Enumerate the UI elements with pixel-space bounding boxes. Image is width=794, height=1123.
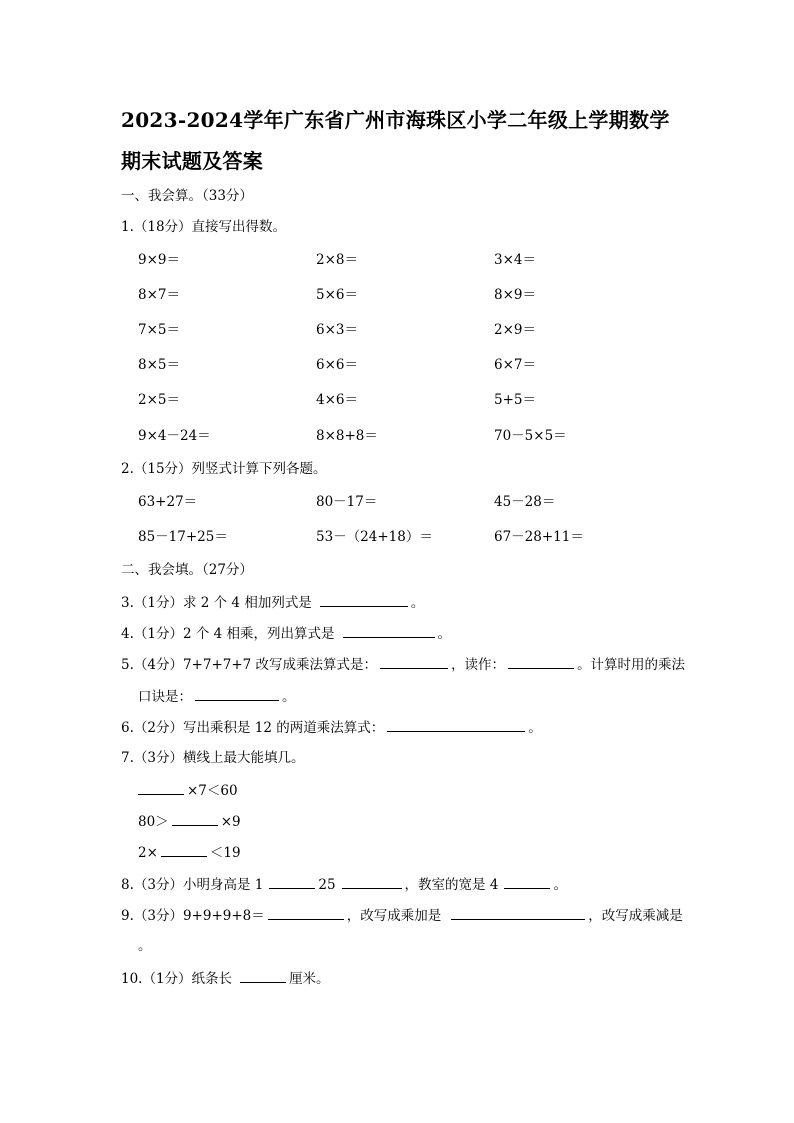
q6-end: 。 — [528, 720, 542, 736]
q5-answer-blank-3[interactable] — [195, 686, 279, 701]
q9-text-c: ，改写成乘减是 — [588, 908, 683, 924]
q1-problem: 5×6＝ — [316, 287, 358, 303]
q2-problem: 67－28+11＝ — [494, 529, 584, 545]
q6-answer-blank[interactable] — [387, 717, 525, 732]
q5-text-c: 。计算时用的乘法 — [577, 657, 686, 673]
q10-text: 10.（1分）纸条长 — [121, 971, 233, 987]
q10-end: 厘米。 — [289, 971, 330, 987]
section1-heading: 一、我会算。（33分） — [121, 188, 253, 204]
q4 — [121, 623, 451, 644]
q5-answer-blank-1[interactable] — [380, 654, 448, 669]
q3-text: 3.（1分）求 2 个 4 相加列式是 — [121, 595, 312, 611]
q4-answer-blank[interactable] — [343, 623, 435, 638]
q9-answer-blank-1[interactable] — [268, 905, 344, 920]
q10 — [121, 968, 330, 989]
q2-problem: 85－17+25＝ — [138, 529, 228, 545]
section2-heading: 二、我会填。（27分） — [121, 562, 253, 578]
q1-problem: 9×4－24＝ — [138, 428, 211, 444]
q8-answer-blank-2[interactable] — [342, 874, 402, 889]
q1-problem: 7×5＝ — [138, 322, 180, 338]
q7-label: 7.（3分）横线上最大能填几。 — [121, 750, 305, 766]
q6-text: 6.（2分）写出乘积是 12 的两道乘法算式： — [121, 720, 385, 736]
q3 — [121, 592, 424, 613]
q8-text-b: 25 — [318, 877, 336, 893]
document-title-line1: 2023-2024学年广东省广州市海珠区小学二年级上学期数学 — [121, 108, 670, 132]
q3-answer-blank[interactable] — [320, 592, 408, 607]
q2-problem: 53－（24+18）＝ — [316, 529, 433, 545]
q2-problem: 63+27＝ — [138, 494, 198, 510]
q5-answer-blank-2[interactable] — [508, 654, 574, 669]
q1-problem: 6×3＝ — [316, 322, 358, 338]
q8-text-d: 。 — [553, 877, 567, 893]
q9-text-d: 。 — [138, 938, 152, 954]
q1-problem: 2×5＝ — [138, 392, 180, 408]
q7-item-3-text-b: ＜19 — [209, 845, 241, 861]
q3-end: 。 — [410, 595, 425, 611]
q1-problem: 9×9＝ — [138, 252, 180, 268]
q1-problem: 8×5＝ — [138, 357, 180, 373]
q2-problem: 45－28＝ — [494, 494, 556, 510]
q7-item-3 — [138, 842, 241, 863]
q1-problem: 8×7＝ — [138, 287, 180, 303]
q9-answer-blank-2[interactable] — [451, 905, 585, 920]
q5-line2 — [138, 686, 296, 707]
q5-line1 — [121, 654, 685, 675]
q1-problem: 6×7＝ — [494, 357, 536, 373]
q2-label: 2.（15分）列竖式计算下列各题。 — [121, 461, 327, 477]
q1-problem: 4×6＝ — [316, 392, 358, 408]
q1-problem: 70－5×5＝ — [494, 428, 567, 444]
q8-answer-blank-1[interactable] — [269, 874, 315, 889]
q7-item-2-text-b: ×9 — [220, 814, 241, 830]
q7-answer-blank-3[interactable] — [161, 842, 207, 857]
q7-answer-blank-2[interactable] — [172, 811, 218, 826]
q8-text-c: ，教室的宽是 4 — [404, 877, 499, 893]
q9-line2 — [138, 936, 152, 956]
q7-item-3-text-a: 2× — [138, 845, 158, 861]
q8-answer-blank-3[interactable] — [504, 874, 550, 889]
q1-problem: 5+5＝ — [494, 392, 536, 408]
q1-label: 1.（18分）直接写出得数。 — [121, 219, 287, 235]
q1-problem: 8×8+8＝ — [316, 428, 378, 444]
q6 — [121, 717, 542, 738]
q5-text-e: 。 — [282, 689, 296, 705]
q1-problem: 2×9＝ — [494, 322, 536, 338]
q4-end: 。 — [437, 626, 452, 642]
document-title-line2: 期末试题及答案 — [121, 149, 264, 173]
q9-line1 — [121, 905, 683, 926]
q1-problem: 2×8＝ — [316, 252, 358, 268]
q7-item-2-text-a: 80＞ — [138, 814, 169, 830]
q8-text-a: 8.（3分）小明身高是 1 — [121, 877, 264, 893]
q10-answer-blank[interactable] — [240, 968, 286, 983]
q4-text: 4.（1分）2 个 4 相乘，列出算式是 — [121, 626, 335, 642]
q7-item-1-text: ×7＜60 — [187, 783, 238, 799]
q1-problem: 3×4＝ — [494, 252, 536, 268]
q2-problem: 80－17＝ — [316, 494, 378, 510]
q7-item-1 — [138, 780, 238, 801]
q1-problem: 8×9＝ — [494, 287, 536, 303]
q7-item-2 — [138, 811, 241, 832]
q5-text-d: 口诀是： — [138, 689, 192, 705]
q1-problem: 6×6＝ — [316, 357, 358, 373]
q7-answer-blank-1[interactable] — [138, 780, 184, 795]
q9-text-a: 9.（3分）9+9+9+8＝ — [121, 908, 265, 924]
q5-text-a: 5.（4分）7+7+7+7 改写成乘法算式是： — [121, 657, 378, 673]
q9-text-b: ，改写成乘加是 — [346, 908, 442, 924]
q5-text-b: ，读作： — [451, 657, 506, 673]
q8 — [121, 874, 567, 895]
